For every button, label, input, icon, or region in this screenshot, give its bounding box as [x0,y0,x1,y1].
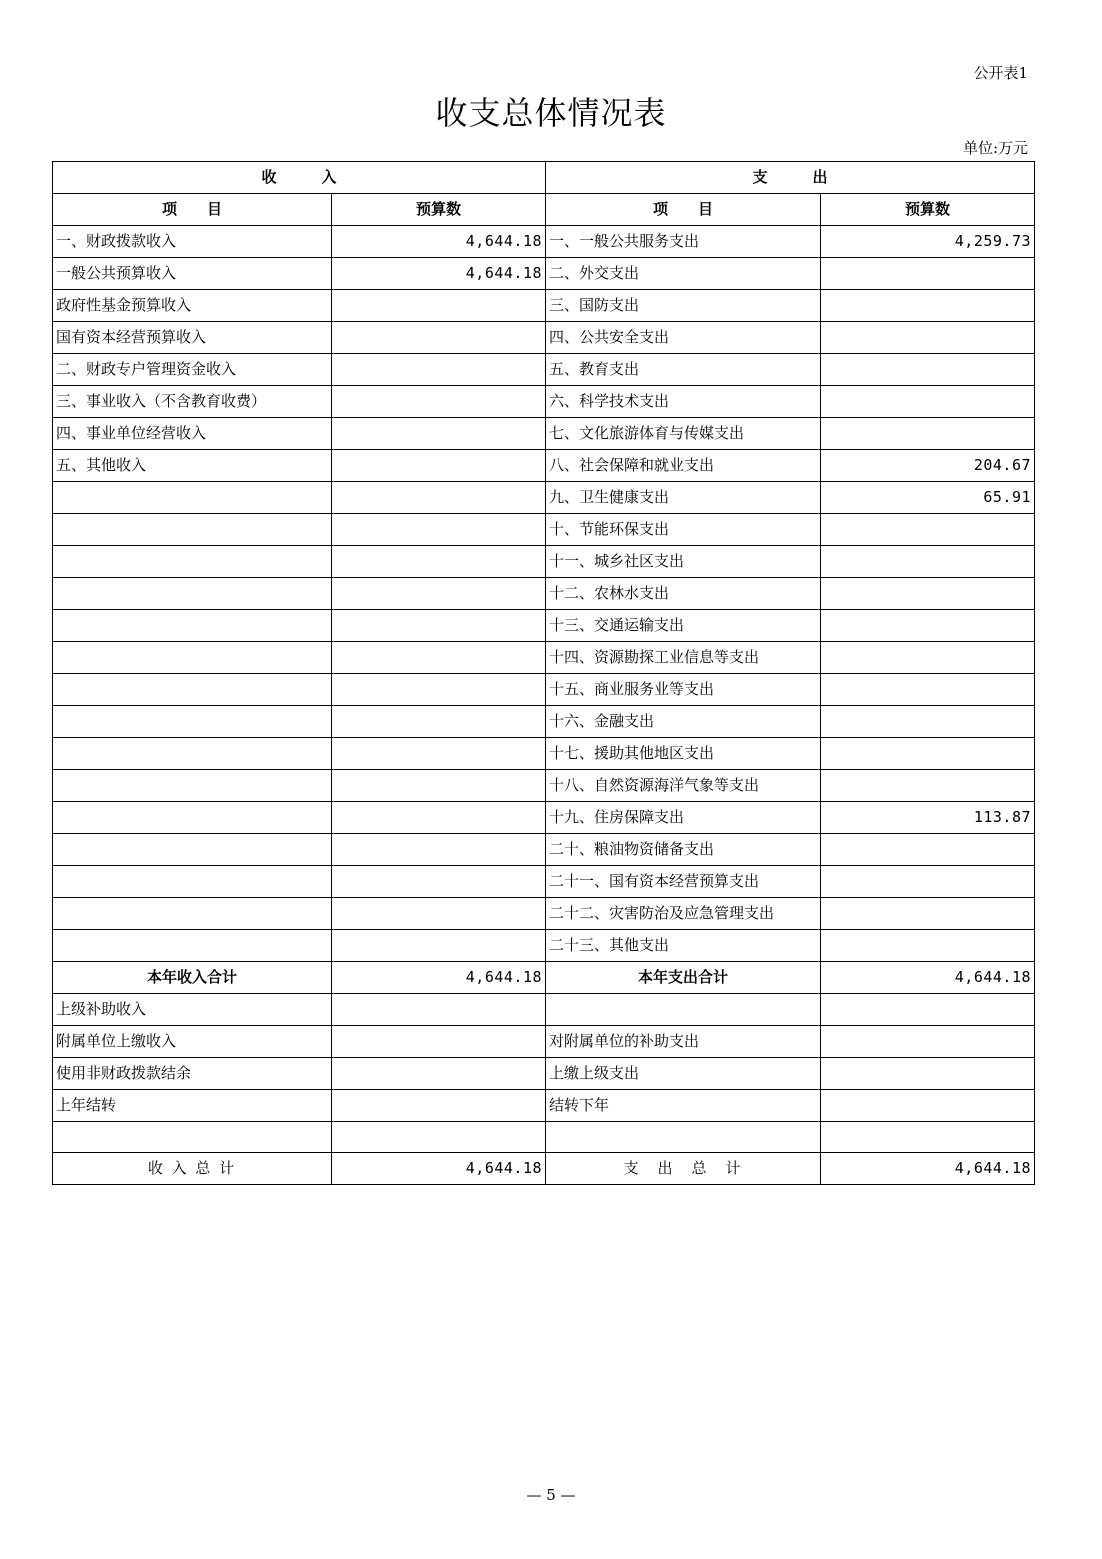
expense-item-cell: 结转下年 [546,1090,821,1122]
income-value-cell: 4,644.18 [332,258,546,290]
expense-item-cell: 三、国防支出 [546,290,821,322]
expense-value-cell [821,930,1035,962]
table-row [53,1090,1035,1122]
expense-item-cell: 七、文化旅游体育与传媒支出 [546,418,821,450]
income-value-cell [332,418,546,450]
income-value-cell [332,354,546,386]
table-row [53,802,1035,834]
expense-value-cell [821,834,1035,866]
income-item-cell: 政府性基金预算收入 [53,290,332,322]
column-header-row [53,194,1035,226]
income-item-cell: 一、财政拨款收入 [53,226,332,258]
expense-item-cell: 对附属单位的补助支出 [546,1026,821,1058]
expense-item-cell: 十三、交通运输支出 [546,610,821,642]
income-item-cell: 上年结转 [53,1090,332,1122]
income-item-cell [53,514,332,546]
income-item-cell [53,706,332,738]
income-item-cell [53,1122,332,1153]
income-total-value: 4,644.18 [332,1153,546,1185]
income-value-cell [332,386,546,418]
expense-value-cell [821,610,1035,642]
income-item-cell: 上级补助收入 [53,994,332,1026]
subtotal-row [53,962,1035,994]
expense-subtotal-label: 本年支出合计 [546,962,821,994]
expense-item-cell: 二、外交支出 [546,258,821,290]
income-budget-header: 预算数 [332,194,546,226]
table-row [53,450,1035,482]
income-value-cell [332,290,546,322]
income-item-cell [53,546,332,578]
income-value-cell [332,578,546,610]
table-row [53,386,1035,418]
income-item-cell: 三、事业收入（不含教育收费） [53,386,332,418]
income-item-cell [53,802,332,834]
expense-value-cell [821,578,1035,610]
expense-value-cell: 204.67 [821,450,1035,482]
table-row [53,770,1035,802]
expense-item-cell: 十六、金融支出 [546,706,821,738]
income-value-cell [332,834,546,866]
expense-value-cell: 113.87 [821,802,1035,834]
expense-item-header: 项 目 [546,194,821,226]
income-item-header: 项 目 [53,194,332,226]
expense-item-cell: 十八、自然资源海洋气象等支出 [546,770,821,802]
expense-subtotal-value: 4,644.18 [821,962,1035,994]
expense-item-cell: 十九、住房保障支出 [546,802,821,834]
expense-item-cell: 二十三、其他支出 [546,930,821,962]
expense-value-cell [821,994,1035,1026]
income-item-cell [53,834,332,866]
expense-value-cell [821,418,1035,450]
income-item-cell: 二、财政专户管理资金收入 [53,354,332,386]
table-row [53,1058,1035,1090]
income-item-cell: 附属单位上缴收入 [53,1026,332,1058]
expense-value-cell [821,674,1035,706]
expense-total-label: 支 出 总 计 [546,1153,821,1185]
table-row [53,610,1035,642]
income-item-cell [53,898,332,930]
expense-value-cell [821,290,1035,322]
income-item-cell [53,770,332,802]
expense-item-cell: 一、一般公共服务支出 [546,226,821,258]
page-title: 收支总体情况表 [435,94,667,132]
expense-item-cell: 十七、援助其他地区支出 [546,738,821,770]
income-value-cell [332,1090,546,1122]
expense-item-cell: 八、社会保障和就业支出 [546,450,821,482]
income-value-cell [332,610,546,642]
income-item-cell [53,642,332,674]
expense-item-cell: 四、公共安全支出 [546,322,821,354]
income-value-cell [332,930,546,962]
expense-value-cell [821,1026,1035,1058]
table-row [53,1122,1035,1153]
expense-item-cell: 二十二、灾害防治及应急管理支出 [546,898,821,930]
expense-budget-header: 预算数 [821,194,1035,226]
table-row [53,482,1035,514]
table-row [53,418,1035,450]
table-row [53,258,1035,290]
table-row [53,226,1035,258]
income-item-cell: 五、其他收入 [53,450,332,482]
income-value-cell [332,866,546,898]
table-row [53,738,1035,770]
table-row [53,578,1035,610]
expense-value-cell [821,642,1035,674]
expense-item-cell: 六、科学技术支出 [546,386,821,418]
expense-value-cell [821,386,1035,418]
table-row [53,322,1035,354]
expense-item-cell: 上缴上级支出 [546,1058,821,1090]
table-row [53,674,1035,706]
table-row [53,642,1035,674]
income-item-cell [53,482,332,514]
income-value-cell [332,322,546,354]
page-number: — 5 — [526,1486,576,1504]
expense-value-cell [821,1058,1035,1090]
expense-value-cell [821,514,1035,546]
table-row [53,866,1035,898]
expense-value-cell [821,322,1035,354]
expense-item-cell: 十五、商业服务业等支出 [546,674,821,706]
income-subtotal-label: 本年收入合计 [53,962,332,994]
income-item-cell [53,578,332,610]
table-row [53,1026,1035,1058]
income-item-cell: 使用非财政拨款结余 [53,1058,332,1090]
income-item-cell [53,738,332,770]
table-row [53,930,1035,962]
expense-value-cell [821,546,1035,578]
expense-value-cell: 4,259.73 [821,226,1035,258]
income-value-cell [332,674,546,706]
expense-value-cell: 65.91 [821,482,1035,514]
income-value-cell [332,1122,546,1153]
table-code: 公开表1 [973,64,1028,82]
income-value-cell [332,802,546,834]
expense-value-cell [821,770,1035,802]
income-value-cell [332,1058,546,1090]
income-header: 收 入 [53,162,546,194]
expense-value-cell [821,1090,1035,1122]
expense-header: 支 出 [546,162,1035,194]
income-value-cell [332,898,546,930]
income-subtotal-value: 4,644.18 [332,962,546,994]
income-value-cell [332,706,546,738]
table-row [53,290,1035,322]
expense-value-cell [821,354,1035,386]
income-value-cell [332,770,546,802]
income-item-cell: 四、事业单位经营收入 [53,418,332,450]
expense-item-cell [546,994,821,1026]
expense-item-cell: 十一、城乡社区支出 [546,546,821,578]
budget-table [52,161,1035,1185]
income-item-cell: 一般公共预算收入 [53,258,332,290]
expense-value-cell [821,738,1035,770]
expense-item-cell: 二十一、国有资本经营预算支出 [546,866,821,898]
total-row [53,1153,1035,1185]
expense-item-cell: 十二、农林水支出 [546,578,821,610]
income-value-cell [332,450,546,482]
income-total-label: 收 入 总 计 [53,1153,332,1185]
expense-value-cell [821,898,1035,930]
income-item-cell [53,930,332,962]
income-value-cell [332,738,546,770]
expense-item-cell: 二十、粮油物资储备支出 [546,834,821,866]
table-row [53,834,1035,866]
expense-item-cell: 五、教育支出 [546,354,821,386]
income-value-cell [332,514,546,546]
income-item-cell [53,866,332,898]
table-row [53,354,1035,386]
table-row [53,994,1035,1026]
income-value-cell [332,1026,546,1058]
table-row [53,706,1035,738]
income-value-cell [332,994,546,1026]
section-header-row [53,162,1035,194]
expense-value-cell [821,258,1035,290]
income-value-cell [332,482,546,514]
income-item-cell [53,610,332,642]
expense-value-cell [821,866,1035,898]
expense-item-cell: 十、节能环保支出 [546,514,821,546]
expense-total-value: 4,644.18 [821,1153,1035,1185]
income-item-cell: 国有资本经营预算收入 [53,322,332,354]
table-row [53,898,1035,930]
table-row [53,514,1035,546]
unit-label: 单位:万元 [962,139,1028,157]
expense-item-cell: 十四、资源勘探工业信息等支出 [546,642,821,674]
expense-value-cell [821,706,1035,738]
expense-item-cell: 九、卫生健康支出 [546,482,821,514]
table-row [53,546,1035,578]
income-value-cell [332,642,546,674]
income-value-cell: 4,644.18 [332,226,546,258]
expense-item-cell [546,1122,821,1153]
income-item-cell [53,674,332,706]
income-value-cell [332,546,546,578]
expense-value-cell [821,1122,1035,1153]
